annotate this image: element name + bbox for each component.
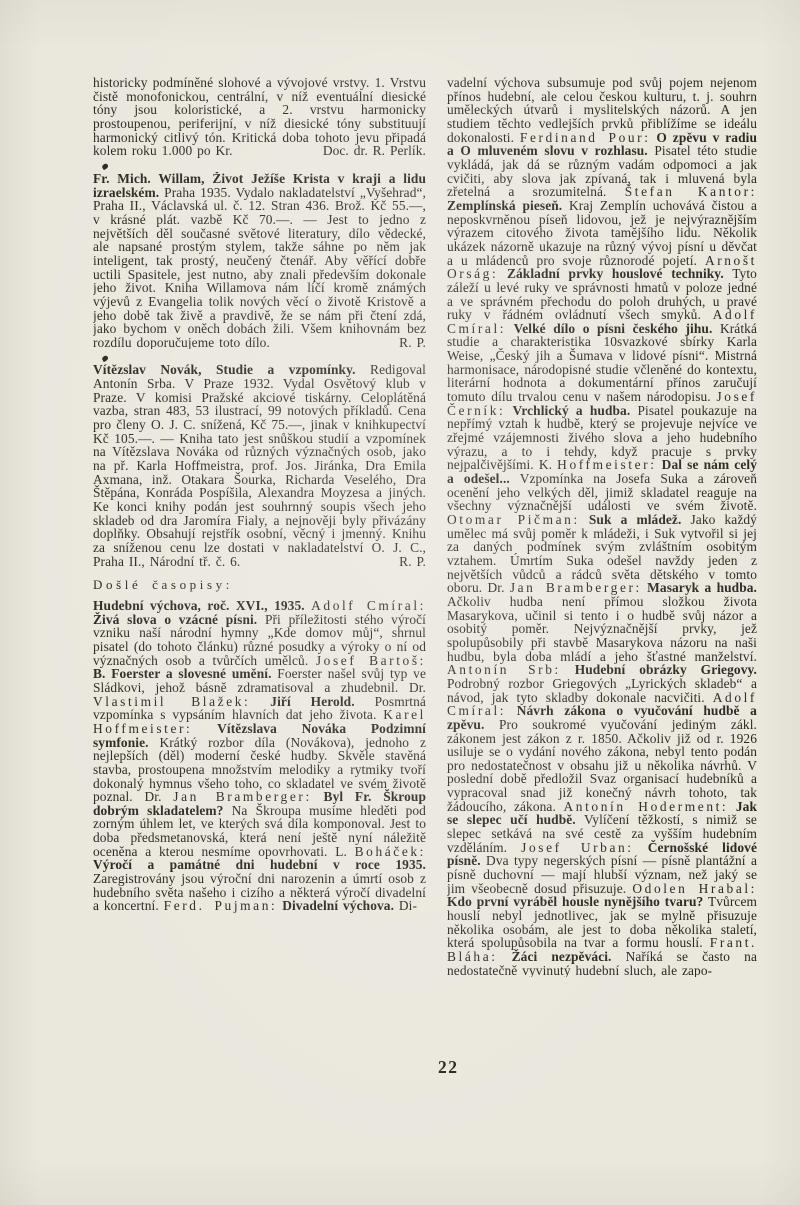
paragraph (93, 172, 426, 350)
leaf-ornament-icon (101, 355, 108, 362)
bold-title-text: Masaryk a hudba. (647, 580, 757, 596)
spaced-author-name: Josef Urban: (521, 839, 634, 855)
body-text: Ačkoliv hudba není přímou složkou života Masarykova, učinil si tento i o hudbě svůj názor a osobitý poměr. Nejvýznačnější prvky, jež spolupůsobily při stavbě Masarykova názoru na naši hudbu, byla doba mládí a jeho šťastné manželství. (447, 593, 757, 664)
paragraph (93, 599, 426, 913)
spaced-author-name: Boháček: (354, 843, 426, 859)
body-text: Praha 1935. Vydalo nakladatelství „Vyšehrad“, Praha II., Václavská ul. č. 12. Stran 436. Brož. Kč 55.—, v krásné plát. vazbě Kč 70.—. — Jest to jedno z největších děl současné světové literatury, dílo vědecké, ale napsané prostým stylem, takže sáhne po něm jak inteligent, tak prostý, neučený čtenář. Aby věřící dobře uctili Spasitele, jest nutno, aby znali především dokonale jeho život. Kniha Willamova nám líčí kromě známých výjevů z Evangelia tolik nových věcí o životě Kristově a jeho době tak živě a pravdivě, že se nám při čtení zdá, jako bychom v oněch dobách žili. Všem knihovnám bez rozdílu doporučujeme toto dílo. (93, 184, 426, 350)
spaced-author-name: Hoffmeister: (557, 457, 657, 473)
body-text: Krátká studie a charakteristika 10svazkové sbírky Karla Weise, „Český jih a Šumava v lidové písni“. Mistrná harmonisace, národopisné studie včleněné do kontextu, literární hodnota a dokumentární přínos zaručují tomuto dílu trvalou cenu v našem národopisu. (447, 320, 757, 405)
spaced-author-name: Ferdinand Pour: (519, 129, 651, 145)
section-heading (93, 578, 426, 592)
bold-title-text: Suk a mládež. (588, 512, 682, 527)
bold-title-text: Kdo první vyráběl housle nynějšího tvaru? (447, 894, 704, 910)
body-text: Došlé časopisy: (93, 577, 233, 593)
spaced-author-name: Josef Černík: (447, 389, 757, 418)
bold-title-text: Byl Fr. Škroup dobrým skladatelem? (93, 789, 426, 818)
body-text: Při příležitosti stého výročí vzniku naší národní hymny „Kde domov můj“, shrnul pisatel (do tohoto článku) různé posudky a výroky o ní od význačných osob a tvůrčích umělců. (93, 611, 426, 668)
body-text: Vzpomínka na Josefa Suka a zároveň ocenění jeho velkých děl, jimiž skladatel reaguje na všechny význačnější události ve svém životě. (447, 471, 757, 514)
body-text: Krátký rozbor díla (Novákova), jednoho z nejlepších (děl) moderní české hudby. Skvěle stavěná stavba, prostoupena množstvím melodiky a rytmiky tvoří dokonalý hymnus všeho toho, co skladatel ve svém životě poznal. Dr. (93, 734, 426, 805)
bold-title-text: Hudební obrázky Griegovy. (574, 662, 757, 678)
bold-title-text: B. Foerster a slovesné umění. (93, 666, 272, 682)
bold-title-text: Jiří Herold. (270, 693, 355, 709)
reviewer-signature: Doc. dr. R. Perlík. (322, 143, 426, 158)
bold-title-text: Návrh zákona o vyučování hudbě a zpěvu. (447, 703, 757, 732)
bold-title-text: Černošské lidové písně. (447, 839, 757, 869)
bold-title-text: Žáci nezpěváci. (511, 949, 612, 964)
bold-title-text: Jak se slepec učí hudbě. (447, 798, 757, 828)
spaced-author-name: Odolen Hrabal: (632, 880, 757, 896)
spaced-author-name: Karel Hoffmeister: (93, 707, 426, 736)
body-text: historicky podmíněné slohové a vývojové vrstvy. 1. Vrstvu čistě monofonickou, centrální, v níž eventuální diesické tóny jsou koloristické, a 2. vrstvu harmonicky prostoupenou, periferijní, v níž diesické tóny substituují harmonický citlivý tón. Kritická doba tohoto jevu připadá kolem roku 1.000 po Kr. (93, 76, 426, 158)
section-divider-ornament (102, 159, 426, 170)
spaced-author-name: Ferd. Pujman: (163, 898, 278, 914)
body-text: Pisatel této studie vykládá, jak dá se různým vadám odpomoci a jak cvičiti, aby slova jak zpívaná, tak i mluvená byla zřetelná a srozumitelná. (447, 143, 757, 200)
bold-title-text: Velké dílo o písni českého jihu. (513, 320, 713, 336)
spaced-author-name: Jan Bramberger: (173, 789, 312, 805)
bold-title-text: Vrchlický a hudba. (512, 402, 631, 418)
bold-title-text: Výročí a památné dni hudební v roce 1935. (93, 857, 426, 873)
paragraph (93, 76, 426, 158)
body-text: Redigoval Antonín Srba. V Praze 1932. Vydal Osvětový klub v Praze. V komisi Pražské akciové tiskárny. Celoplátěná vazba, stran 483, 53 ilustrací, 99 notových příkladů. Cena pro členy O. J. C. snížená, Kč 75.—, jinak v knihkupectví Kč 105.—. — Kniha tato jest snůškou studií a vzpomínek na Vítězslava Nováka od různých význačných osob, jako na př. Karla Hoffmeistra, prof. Jos. Jiránka, Dra Emila Axmana, inž. Otakara Šourka, Richarda Veselého, Dra Štěpána, Konráda Pospíšila, Alexandra Moyzesa a jiných. Ke konci knihy podán jest souhrnný soupis všech jeho skladeb od dra Jaromíra Fialy, a nejnověji byly přivázány doplňky. Obsahují rejstřík osobní, věcný i jmenný. Knihu za sníženou cenu lze dostati v nakladatelství O. J. C., Praha II., Národní tř. č. 6. (93, 363, 426, 569)
spaced-author-name: Otomar Pičman: (447, 512, 580, 527)
body-text: Pro soukromé vyučování jediným zákl. zákonem jest zákon z r. 1850. Ačkoliv již od r. 1926 usiluje se o vydání nového zákona, nebyl tento podán pro nedostatečnost v obsahu již u několika návrhů. V poslední době předložil Svaz organisací hudebníků a vypracoval snad již konečný návrh tohoto, tak žádoucího, zákona. (447, 716, 757, 814)
reviewer-signature: R. P. (399, 553, 426, 569)
body-text: Pisatel poukazuje na nepřímý vztah k hudbě, který se projevuje nejvíce ve zřejmé vzájemnosti živého slova a jeho hudebního výrazu, a to i tehdy, když pracuje s prvky nejpalčivějšími. K. (447, 402, 757, 473)
bold-title-text: Dal se nám celý a odešel... (447, 457, 757, 487)
spaced-author-name: Adolf Cmíral: (311, 598, 426, 613)
body-text: vadelní výchova subsumuje pod svůj pojem nejenom přínos hudební, ale celou českou kulturu, t. j. souhrn uměleckých útvarů i myslitelských názorů. A jen studiem těchto vedlejších prvků přiblížíme se ideálu dokonalosti. (447, 76, 757, 145)
right-column (447, 76, 757, 977)
paragraph (447, 76, 757, 977)
paragraph (93, 363, 426, 568)
body-text: Dva typy negerských písní — písně plantážní a písně duchovní — mají hlubší význam, než jaký se jim všeobecně dosud přisuzuje. (447, 853, 757, 896)
body-text: Podrobný rozbor Griegových „Lyrických skladeb“ a návod, jak tyto skladby dokonale nacvičiti. (447, 675, 757, 705)
body-text: Zaregistrovány jsou výroční dni narozenin a úmrtí osob z hudebního světa našeho i cizího a některá výročí divadelní a koncertní. (93, 871, 426, 914)
spaced-author-name: Arnošt Orság: (447, 252, 757, 282)
body-text: Na Škroupa musíme hleděti pod zorným úhlem let, ve kterých svá díla komponoval. Jest to doba předsmetanovská, která není ještě nyní náležitě oceněna a kterou nesmíme opovrhovati. L. (93, 802, 426, 859)
bold-title-text: Hudební výchova, roč. XVI., 1935. (93, 598, 305, 613)
spaced-author-name: Antonín Srb: (447, 662, 561, 678)
section-divider-ornament (102, 350, 426, 361)
spaced-author-name: Vlastimil Blažek: (93, 693, 251, 709)
spaced-author-name: Adolf Cmíral: (447, 307, 757, 336)
body-text: Vylíčení těžkostí, s nimiž se slepec setkává na své cestě za vyšším hudebním vzděláním. (447, 812, 757, 855)
bold-title-text: Zemplínská pieseň. (447, 197, 563, 213)
spaced-author-name: Josef Bartoš: (315, 652, 426, 668)
body-text: Tyto záleží u levé ruky ve správnosti hmatů v poloze jedné a ve správném přechodu do poloh druhých, u pravé ruky v řádném ovládnutí všech smyků. (447, 266, 757, 323)
spaced-author-name: Adolf Cmíral: (447, 689, 757, 719)
spaced-author-name: Antonín Hoderment: (563, 798, 729, 814)
spaced-author-name: Štefan Kantor: (624, 184, 757, 200)
left-column (93, 76, 426, 913)
leaf-ornament-icon (101, 163, 108, 170)
bold-title-text: Vítězslava Nováka Podzimní symfonie. (93, 720, 426, 750)
bold-title-text: Živá slova o vzácné písni. (93, 611, 258, 627)
body-text: Tvůrcem houslí nebyl jednotlivec, jak se mylně přisuzuje několika osobám, ale jest to doba několika staletí, která spolupůsobila na tvar a formu houslí. (447, 894, 757, 951)
spaced-author-name: Frant. Bláha: (447, 935, 757, 964)
spaced-author-name: Jan Bramberger: (509, 580, 642, 596)
reviewer-signature: R. P. (399, 334, 426, 350)
body-text: Kraj Zemplín uchovává čistou a neposkvrněnou píseň lidovou, jež je nejvýraznějším výrazem citového života tamějšího lidu. Několik ukázek názorně ukazuje na různý vývoj písní u děvčat a u mládenců pro svoje různorodé pojetí. (447, 197, 757, 268)
body-text: Foerster našel svůj typ ve Sládkovi, jehož básně zdramatisoval a zhudebnil. Dr. (93, 666, 426, 695)
bold-title-text: Divadelní výchova. (282, 898, 395, 914)
bold-title-text: Základní prvky houslové techniky. (506, 266, 724, 282)
body-text: Naříká se často na nedostatečně vyvinutý hudební sluch, ale zapo- (447, 949, 757, 978)
page-number: 22 (438, 1057, 459, 1077)
body-text: Di- (394, 898, 418, 914)
bold-title-text: Vítězslav Novák, Studie a vzpomínky. (93, 363, 356, 378)
body-text: Jako každý umělec má svůj poměr k mládeži, i Suk vytvořil si jej za daných podmínek svým zvláštním osobitým vztahem. Úmrtím Suka odešel navždy jeden z největších vůdců a rádců světa dětského v tomto oboru. Dr. (447, 512, 757, 596)
bold-title-text: Fr. Mich. Willam, Život Ježíše Krista v kraji a lidu izraelském. (93, 171, 426, 200)
bold-title-text: O zpěvu v radiu a O mluveném slovu v rozhlasu. (447, 129, 757, 159)
body-text: Posmrtná vzpomínka s vypsáním hlavních dat jeho života. (93, 693, 426, 723)
